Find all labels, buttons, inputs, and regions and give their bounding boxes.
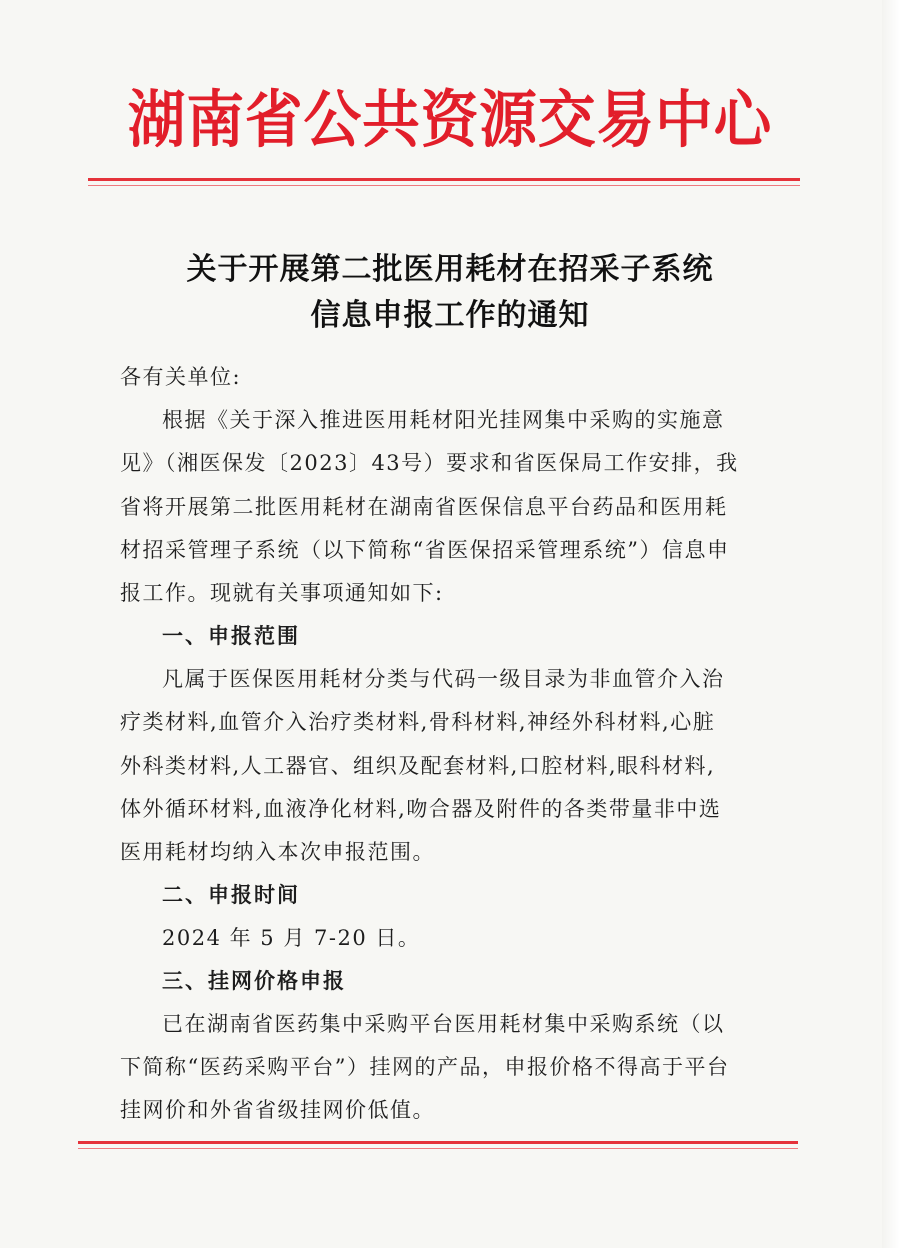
letterhead-rule	[88, 178, 800, 181]
section3-line: 挂网价和外省省级挂网价低值。	[120, 1098, 435, 1122]
section2-line: 2024 年 5 月 7-20 日。	[162, 926, 421, 950]
section1-line: 医用耗材均纳入本次申报范围。	[120, 840, 435, 864]
section1-line: 疗类材料,血管介入治疗类材料,骨科材料,神经外科材料,心脏	[120, 710, 716, 734]
section1-line: 凡属于医保医用耗材分类与代码一级目录为非血管介入治	[162, 667, 725, 691]
section-heading-time: 二、申报时间	[162, 883, 300, 907]
section1-line: 体外循环材料,血液净化材料,吻合器及附件的各类带量非中选	[120, 797, 722, 821]
paragraph1-line: 材招采管理子系统（以下简称“省医保招采管理系统”）信息申	[120, 538, 730, 562]
section3-line: 已在湖南省医药集中采购平台医用耗材集中采购系统（以	[162, 1012, 725, 1036]
letterhead-organization: 湖南省公共资源交易中心	[127, 83, 773, 156]
letterhead-rule-thin	[88, 185, 800, 186]
paragraph1-line: 根据《关于深入推进医用耗材阳光挂网集中采购的实施意	[162, 408, 725, 432]
section1-line: 外科类材料,人工器官、组织及配套材料,口腔材料,眼科材料,	[120, 754, 716, 778]
section-heading-scope: 一、申报范围	[162, 624, 300, 648]
notice-title-line-2: 信息申报工作的通知	[310, 298, 590, 333]
section3-line: 下简称“医药采购平台”）挂网的产品，申报价格不得高于平台	[120, 1055, 730, 1079]
footer-rule-thin	[78, 1148, 798, 1149]
paragraph1-line: 见》（湘医保发〔2023〕43号）要求和省医保局工作安排，我	[120, 451, 739, 475]
paragraph1-line: 省将开展第二批医用耗材在湖南省医保信息平台药品和医用耗	[120, 495, 728, 519]
scan-edge	[882, 0, 900, 1248]
section-heading-price: 三、挂网价格申报	[162, 969, 346, 993]
salutation: 各有关单位:	[120, 365, 242, 389]
footer-rule	[78, 1141, 798, 1144]
paragraph1-line: 报工作。现就有关事项通知如下:	[120, 581, 444, 605]
notice-title-line-1: 关于开展第二批医用耗材在招采子系统	[186, 252, 714, 287]
